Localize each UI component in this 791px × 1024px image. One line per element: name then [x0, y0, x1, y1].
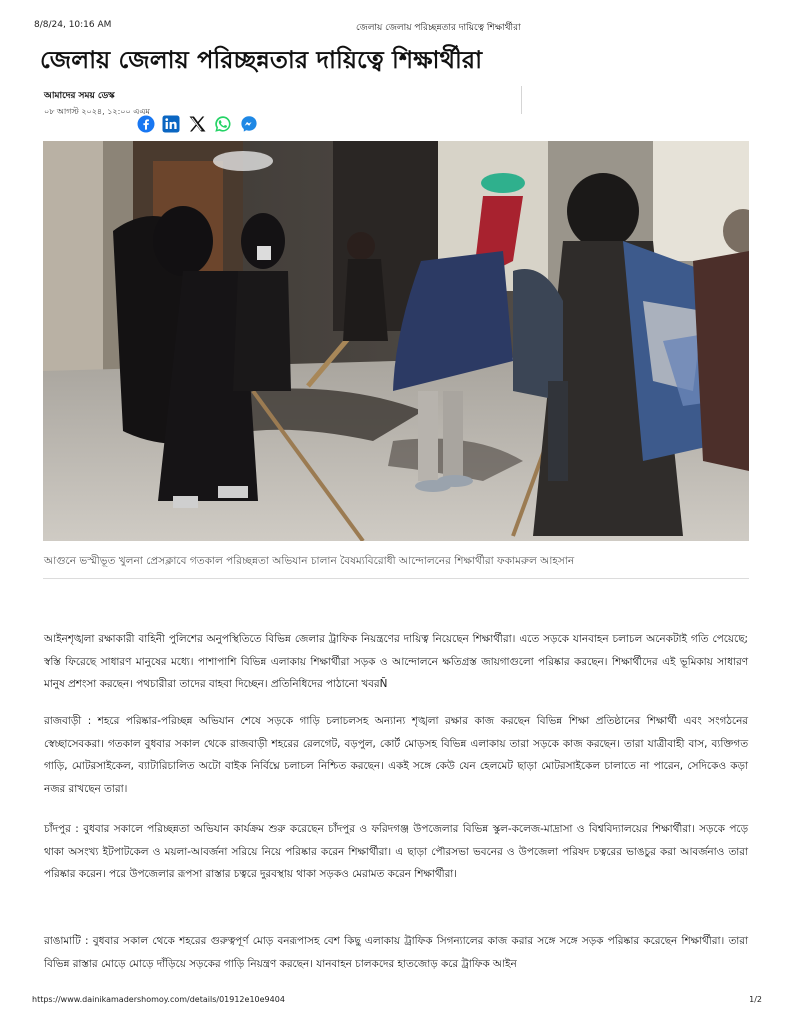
publish-date: ০৮ আগস্ট ২০২৪, ১২:০০ এএম: [44, 107, 150, 116]
article-photo: [43, 141, 749, 541]
whatsapp-icon[interactable]: [214, 115, 232, 133]
article-paragraph: চাঁদপুর : বুধবার সকালে পরিচ্ছন্নতা অভিযান কার্যক্রম শুরু করেছেন চাঁদপুর ও ফরিদগঞ্জ উপজেলার বিভিন্ন স্কুল-কলেজ-মাদ্রাসা ও বিশ্ববিদ্যালয়ের শিক্ষার্থীরা। সড়কে পড়ে থাকা অসংখ্য ইটপাটকেল ও ময়লা-আবর্জনা সরিয়ে নিয়ে পরিষ্কার করেন শিক্ষার্থীরা। এ ছাড়া পৌরসভা ভবনের ও উপজেলা পরিষদ চত্বরের ভাঙচুর করা আবর্জনাও তারা পরিষ্কার করেন। পরে উপজেলার রূপসা রাস্তার চত্বরে দুরবস্থায় থাকা সড়কও মেরামত করেন শিক্ষার্থীরা।: [44, 823, 748, 880]
byline-divider: [521, 86, 522, 114]
print-url: https://www.dainikamadershomoy.com/details/01912e10e9404: [32, 995, 285, 1004]
article-headline: জেলায় জেলায় পরিচ্ছন্নতার দায়িত্বে শিক্ষার্থীরা: [40, 46, 483, 74]
article-paragraph: আইনশৃঙ্খলা রক্ষাকারী বাহিনী পুলিশের অনুপস্থিতিতে বিভিন্ন জেলার ট্রাফিক নিয়ন্ত্রণের দায়িত্ব নিয়েছেন শিক্ষার্থীরা। এতে সড়কে যানবাহন চলাচল অনেকটাই গতি পেয়েছে; স্বস্তি ফিরেছে সাধারণ মানুষের মধ্যে। পাশাপাশি বিভিন্ন এলাকায় শিক্ষার্থীরা সড়ক ও আন্দোলনে ক্ষতিগ্রস্ত জায়গাগুলো পরিষ্কার করছেন। শিক্ষার্থীদের এই ভূমিকায় সাধারণ মানুষ প্রশংসা করছেন। পথচারীরা তাদের বাহবা দিচ্ছেন। প্রতিনিধিদের পাঠানো খবরÑ: [44, 633, 748, 690]
linkedin-icon[interactable]: [162, 115, 180, 133]
author-link[interactable]: আমাদের সময় ডেস্ক: [44, 91, 115, 101]
print-datetime: 8/8/24, 10:16 AM: [34, 20, 112, 30]
print-doc-title: জেলায় জেলায় পরিচ্ছন্নতার দায়িত্বে শিক্ষার্থীরা: [356, 23, 521, 33]
article-paragraph: রাজবাড়ী : শহরে পরিষ্কার-পরিচ্ছন্ন অভিযান শেষে সড়কে গাড়ি চলাচলসহ অন্যান্য শৃঙ্খলা রক্ষার কাজ করছেন বিভিন্ন শিক্ষা প্রতিষ্ঠানের শিক্ষার্থী এবং সংগঠনের স্বেচ্ছাসেবকরা। গতকাল বুধবার সকাল থেকে রাজবাড়ী শহরের রেলগেট, বড়পুল, কোর্ট মোড়সহ বিভিন্ন এলাকায় তারা সড়কে কাজ করছেন। তারা যাত্রীবাহী বাস, ব্যক্তিগত গাড়ি, মোটরসাইকেল, ব্যাটারিচালিত অটো বাইক নির্বিঘ্নে চলাচল নিশ্চিত করছেন। একই সঙ্গে কেউ যেন হেলমেট ছাড়া মোটরসাইকেল চালাতে না পারেন, সেদিকেও কড়া নজর রাখছেন তারা।: [44, 715, 748, 795]
photo-caption: আগুনে ভস্মীভূত খুলনা প্রেসক্লাবে গতকাল পরিচ্ছন্নতা অভিযান চালান বৈষম্যবিরোধী আন্দোলনের শিক্ষার্থীরা ফকামরুল আহসান: [44, 555, 575, 567]
x-icon[interactable]: [188, 115, 206, 133]
article-paragraph: রাঙামাটি : বুধবার সকাল থেকে শহরের গুরুত্বপূর্ণ মোড় বনরূপাসহ বেশ কিছু এলাকায় ট্রাফিক সিগন্যালের কাজ করার সঙ্গে সঙ্গে সড়ক পরিষ্কার করেছেন শিক্ষার্থীরা। তারা বিভিন্ন রাস্তার মোড়ে মোড়ে দাঁড়িয়ে সড়কের গাড়ি নিয়ন্ত্রণ করছেন। যানবাহন চালকদের হাতজোড় করে ট্রাফিক আইন: [44, 935, 748, 970]
print-header: [34, 20, 764, 34]
facebook-icon[interactable]: [137, 115, 155, 133]
caption-divider: [43, 578, 749, 579]
byline: [44, 88, 150, 119]
messenger-icon[interactable]: [240, 115, 258, 133]
page-number: 1/2: [749, 995, 762, 1004]
